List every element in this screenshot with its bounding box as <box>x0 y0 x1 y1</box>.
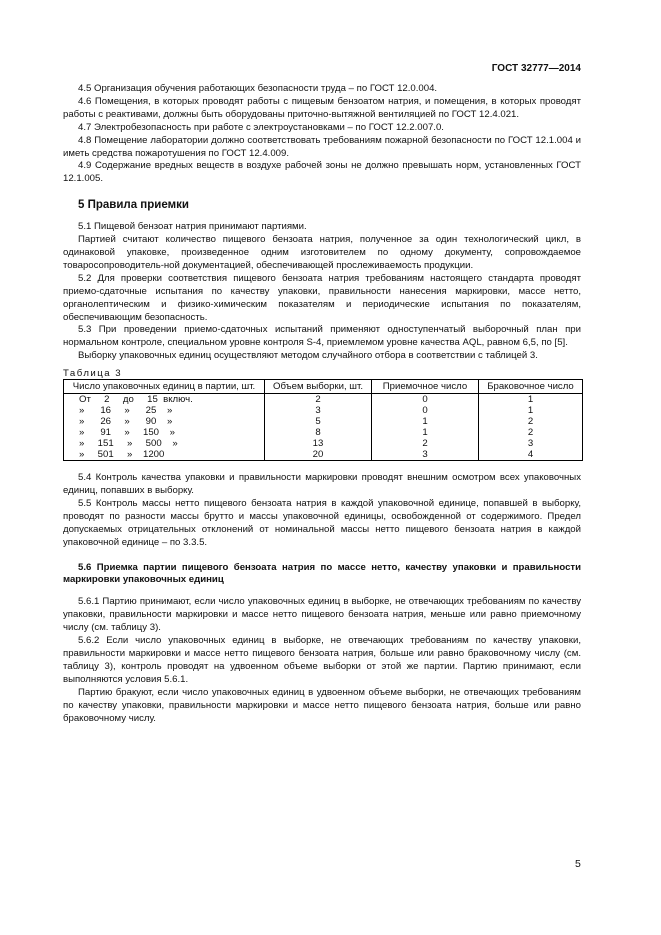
cell-rejection-number: 3 <box>479 438 583 449</box>
table-row <box>64 427 583 438</box>
cell-lot-range: » 16 » 25 » <box>64 405 265 416</box>
table-header-row <box>64 380 583 394</box>
table-row <box>64 394 583 406</box>
cell-lot-range: » 501 » 1200 <box>64 449 265 461</box>
cell-rejection-number: 1 <box>479 394 583 406</box>
cell-acceptance-number: 2 <box>372 438 479 449</box>
paragraph-5-2: 5.2 Для проверки соответствия пищевого бензоата натрия требованиям настоящего стандарта проводят приемо-сдаточные испытания по качеству упаковки, правильности нанесения маркировки, массе нетто, органолептическим и физико-химическим показателям и периодические испытания по показателям, обеспечивающим безопасность. <box>63 272 581 323</box>
cell-lot-range: » 26 » 90 » <box>64 416 265 427</box>
cell-acceptance-number: 0 <box>372 405 479 416</box>
paragraph-4-8: 4.8 Помещение лаборатории должно соответствовать требованиям пожарной безопасности по ГОСТ 12.1.004 и иметь средства пожаротушения по ГОСТ 12.4.009. <box>63 134 581 159</box>
page-number: 5 <box>575 858 581 870</box>
paragraph-5-6-1: 5.6.1 Партию принимают, если число упаковочных единиц в выборке, не отвечающих требованиям по качеству упаковки, правильности маркировки и массе нетто пищевого бензоата натрия, меньше или равно приемочному числу (см. таблицу 3). <box>63 596 581 634</box>
sampling-table <box>63 379 583 461</box>
paragraph-lot-definition: Партией считают количество пищевого бензоата натрия, полученное за один технологический цикл, в одинаковой упаковке, произведенное одним изготовителем по одному документу, сопровождаемое товаросопроводитель-ной документацией, обеспечивающей прослеживаемость продукции. <box>63 234 581 271</box>
subsection-5-6-title: 5.6 Приемка партии пищевого бензоата натрия по массе нетто, качеству упаковки и правильности маркировки упаковочных единиц <box>63 561 581 586</box>
paragraph-5-4: 5.4 Контроль качества упаковки и правильности маркировки проводят внешним осмотром всех упаковочных единиц, попавших в выборку. <box>63 472 581 497</box>
cell-lot-range: От 2 до 15 включ. <box>64 394 265 406</box>
section-5-title: 5 Правила приемки <box>78 199 189 212</box>
paragraph-5-1: 5.1 Пищевой бензоат натрия принимают партиями. <box>78 221 307 233</box>
cell-sample-size: 3 <box>265 405 372 416</box>
table-caption: Таблица 3 <box>63 368 123 380</box>
paragraph-4-5: 4.5 Организация обучения работающих безопасности труда – по ГОСТ 12.0.004. <box>78 83 438 94</box>
paragraph-5-5: 5.5 Контроль массы нетто пищевого бензоата натрия в каждой упаковочной единице, попавшей в выборку, проводят по разности массы брутто и массы упаковочной единицы, освобожденной от содержимого. Предел допускаемых отрицательных отклонений от номинальной массы нетто пищевого бензоата натрия в каждой упаковочной единице – по 3.3.5. <box>63 497 581 548</box>
cell-sample-size: 13 <box>265 438 372 449</box>
table-row <box>64 405 583 416</box>
cell-lot-range: » 91 » 150 » <box>64 427 265 438</box>
cell-rejection-number: 1 <box>479 405 583 416</box>
paragraph-rejection: Партию бракуют, если число упаковочных единиц в удвоенном объеме выборки, не отвечающих требованиям по качеству упаковки, правильности маркировки и массе нетто пищевого бензоата натрия, больше или равно браковочному числу. <box>63 686 581 724</box>
paragraph-5-6-2: 5.6.2 Если число упаковочных единиц в выборке, не отвечающих требованиям по качеству упаковки, правильности маркировки и массе нетто пищевого бензоата натрия, больше или равно браковочному числу (см. таблицу 3), контроль проводят на удвоенном объеме выборки от этой же партии. Партию принимают, если выполняются условия 5.6.1. <box>63 635 581 685</box>
col-header-lot-size: Число упаковочных единиц в партии, шт. <box>64 380 265 394</box>
table-row <box>64 449 583 461</box>
cell-rejection-number: 2 <box>479 416 583 427</box>
paragraph-4-9: 4.9 Содержание вредных веществ в воздухе рабочей зоны не должно превышать норм, установленных ГОСТ 12.1.005. <box>63 160 581 185</box>
col-header-sample-size: Объем выборки, шт. <box>265 380 372 394</box>
col-header-acceptance-number: Приемочное число <box>372 380 479 394</box>
paragraph-sampling: Выборку упаковочных единиц осуществляют методом случайного отбора в соответствии с таблицей 3. <box>78 350 538 362</box>
paragraph-4-7: 4.7 Электробезопасность при работе с электроустановками – по ГОСТ 12.2.007.0. <box>78 121 444 133</box>
cell-rejection-number: 4 <box>479 449 583 461</box>
cell-sample-size: 20 <box>265 449 372 461</box>
cell-sample-size: 2 <box>265 394 372 406</box>
cell-rejection-number: 2 <box>479 427 583 438</box>
cell-sample-size: 5 <box>265 416 372 427</box>
cell-acceptance-number: 0 <box>372 394 479 406</box>
paragraph-4-6: 4.6 Помещения, в которых проводят работы с пищевым бензоатом натрия, и помещения, в которых проводят работы с реактивами, должны быть оборудованы приточно-вытяжной вентиляцией по ГОСТ 12.4.021. <box>63 95 581 120</box>
col-header-rejection-number: Браковочное число <box>479 380 583 394</box>
table-row <box>64 438 583 449</box>
table-row <box>64 416 583 427</box>
cell-acceptance-number: 1 <box>372 416 479 427</box>
page-content <box>63 83 581 725</box>
cell-acceptance-number: 1 <box>372 427 479 438</box>
document-header: ГОСТ 32777—2014 <box>491 63 581 74</box>
cell-lot-range: » 151 » 500 » <box>64 438 265 449</box>
cell-acceptance-number: 3 <box>372 449 479 461</box>
cell-sample-size: 8 <box>265 427 372 438</box>
paragraph-5-3: 5.3 При проведении приемо-сдаточных испытаний применяют одноступенчатый выборочный план при нормальном контроле, специальном уровне контроля S-4, приемлемом уровне качества AQL, равном 6,5, по [5]. <box>63 324 581 349</box>
